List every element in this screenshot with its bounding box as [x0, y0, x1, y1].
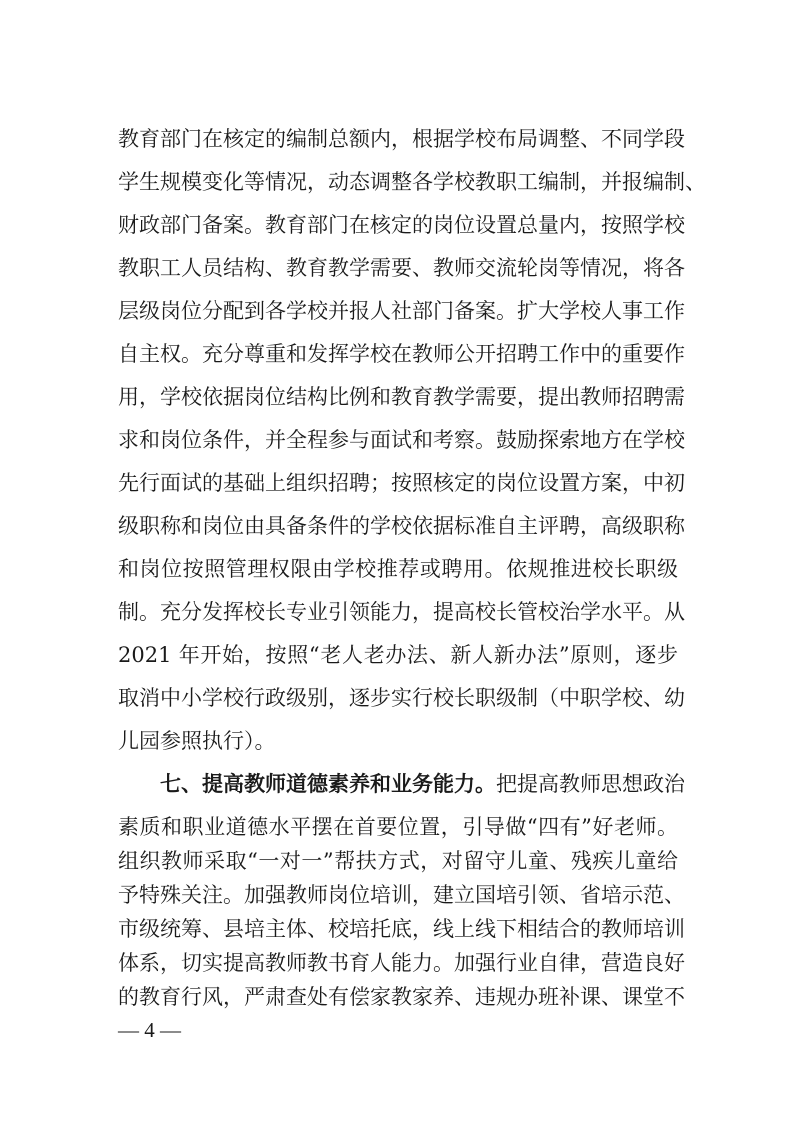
paragraph-line: 素质和职业道德水平摆在首要位置，引导做“四有”好老师。: [118, 815, 678, 839]
paragraph-line: 市级统筹、县培主体、校培托底，线上线下相结合的教师培训: [118, 917, 685, 941]
paragraph-line: 2021 年开始，按照“老人老办法、新人新办法”原则，逐步: [118, 643, 678, 667]
paragraph-line: 的教育行风，严肃查处有偿家教家养、违规办班补课、课堂不: [118, 985, 685, 1009]
section-heading-continuation: 把提高教师思想政治: [496, 772, 685, 796]
paragraph-line: 取消中小学校行政级别，逐步实行校长职级制（中职学校、幼: [118, 686, 685, 710]
paragraph-line: 教育部门在核定的编制总额内，根据学校布局调整、不同学段: [118, 127, 685, 151]
paragraph-line: 体系，切实提高教师教书育人能力。加强行业自律，营造良好: [118, 951, 685, 975]
paragraph-line: 层级岗位分配到各学校并报人社部门备案。扩大学校人事工作: [118, 299, 685, 323]
paragraph-line: 学生规模变化等情况，动态调整各学校教职工编制，并报编制、: [118, 170, 706, 194]
paragraph-line: 求和岗位条件，并全程参与面试和考察。鼓励探索地方在学校: [118, 428, 685, 452]
section-heading-line: [160, 771, 685, 797]
paragraph-line: 组织教师采取“一对一”帮扶方式，对留守儿童、残疾儿童给: [118, 849, 678, 873]
paragraph-line: 用，学校依据岗位结构比例和教育教学需要，提出教师招聘需: [118, 385, 685, 409]
section-heading: 七、提高教师道德素养和业务能力。: [160, 772, 496, 796]
paragraph-line: 级职称和岗位由具备条件的学校依据标准自主评聘，高级职称: [118, 514, 685, 538]
paragraph-line: 财政部门备案。教育部门在核定的岗位设置总量内，按照学校: [118, 213, 685, 237]
paragraph-line: 教职工人员结构、教育教学需要、教师交流轮岗等情况，将各: [118, 256, 685, 280]
paragraph-line: 儿园参照执行）。: [118, 729, 276, 753]
page-number: — 4 —: [118, 1018, 181, 1042]
paragraph-line: 先行面试的基础上组织招聘；按照核定的岗位设置方案，中初: [118, 471, 685, 495]
paragraph-line: 予特殊关注。加强教师岗位培训，建立国培引领、省培示范、: [118, 883, 685, 907]
paragraph-line: 自主权。充分尊重和发挥学校在教师公开招聘工作中的重要作: [118, 342, 685, 366]
paragraph-line: 和岗位按照管理权限由学校推荐或聘用。依规推进校长职级: [118, 557, 678, 581]
paragraph-line: 制。充分发挥校长专业引领能力，提高校长管校治学水平。从: [118, 600, 685, 624]
